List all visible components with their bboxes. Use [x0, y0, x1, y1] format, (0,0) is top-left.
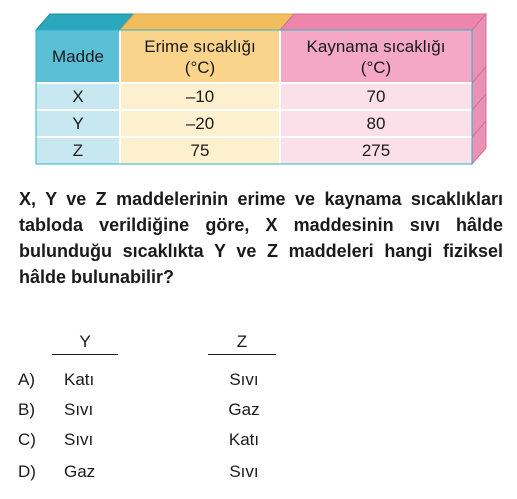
row-y-boiling: 80	[366, 114, 386, 133]
question-text: X, Y ve Z maddelerinin erime ve kaynama sıcaklıkları tabloda verildiğine göre, X maddesinin sıvı hâlde bulunduğu sıcaklıkta Y ve Z maddeleri hangi fiziksel hâlde bulunabilir?	[19, 189, 503, 287]
header-boiling-label: Kaynama sıcaklığı	[306, 36, 446, 56]
option-d-y: Gaz	[64, 462, 96, 481]
options-column-z: Z	[236, 332, 248, 351]
row-x-substance: X	[72, 87, 84, 106]
header-boiling-point	[280, 30, 472, 83]
options-column-y: Y	[79, 332, 91, 351]
header-melting-point	[120, 30, 280, 83]
option-d-z: Sıvı	[229, 462, 259, 481]
header-substance	[36, 30, 120, 83]
row-y-substance: Y	[72, 114, 84, 133]
data-table	[0, 0, 517, 175]
option-b-letter: B)	[18, 400, 35, 419]
option-c-z: Katı	[228, 430, 260, 449]
row-z-melting: 75	[190, 141, 210, 160]
header-melting-label: Erime sıcaklığı	[144, 36, 256, 56]
option-b-y: Sıvı	[64, 400, 94, 419]
row-z-substance: Z	[72, 141, 84, 160]
options-column-z-rule	[208, 354, 276, 355]
option-b-z: Gaz	[228, 400, 260, 419]
option-a-y: Katı	[64, 370, 95, 389]
row-x-boiling: 70	[366, 87, 386, 106]
row-y-melting: –20	[185, 114, 215, 133]
option-c-y: Sıvı	[64, 430, 94, 449]
options-column-y-rule	[52, 354, 118, 355]
row-z-boiling: 275	[361, 141, 391, 160]
option-c-letter: C)	[18, 430, 36, 449]
header-boiling-unit: (°C)	[360, 57, 392, 77]
option-a-letter: A)	[18, 370, 35, 389]
header-substance-label: Madde	[52, 47, 104, 66]
header-melting-unit: (°C)	[184, 57, 216, 77]
option-d-letter: D)	[18, 462, 36, 481]
option-a-z: Sıvı	[229, 370, 259, 389]
row-x-melting: –10	[185, 87, 215, 106]
